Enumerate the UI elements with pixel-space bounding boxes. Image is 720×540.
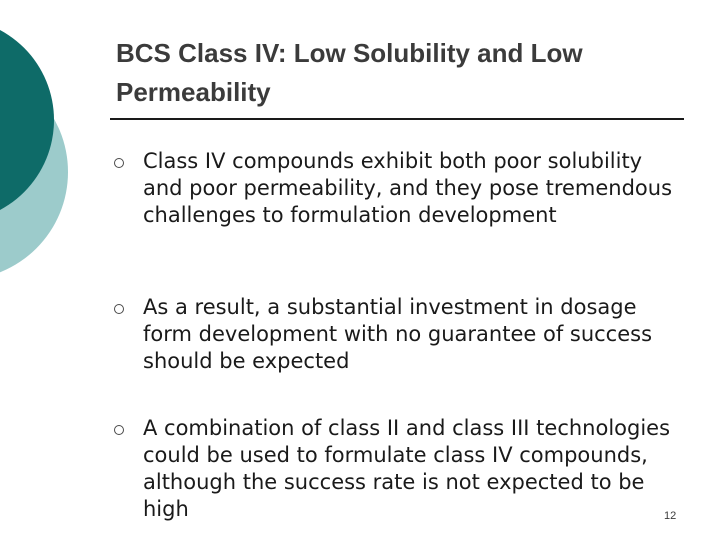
bullet-text: Class IV compounds exhibit both poor solubility and poor permeability, and they pose tremendous challenges to formulation development — [143, 149, 673, 227]
bullet-text: As a result, a substantial investment in dosage form development with no guarantee of success should be expected — [143, 295, 653, 373]
hollow-circle-icon — [114, 304, 124, 314]
hollow-circle-icon — [114, 158, 124, 168]
hollow-circle-icon — [114, 425, 124, 435]
bullet-text: A combination of class II and class III technologies could be used to formulate class IV compounds, although the success rate is not expected to be high — [143, 416, 671, 521]
slide-title: BCS Class IV: Low Solubility and Low Permeability — [116, 38, 583, 107]
page-number: 12 — [664, 510, 677, 522]
